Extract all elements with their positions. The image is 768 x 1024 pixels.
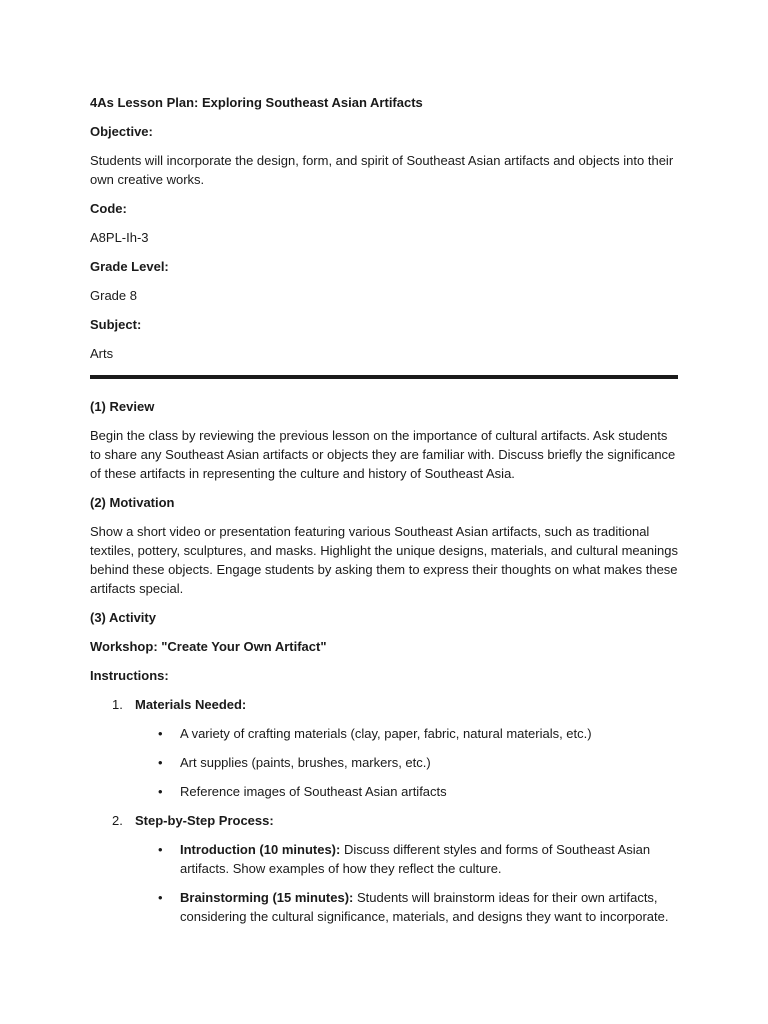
- review-heading: (1) Review: [90, 399, 155, 414]
- step-number: 1.: [112, 697, 123, 712]
- motivation-heading: (2) Motivation: [90, 495, 175, 510]
- bullet-icon: •: [158, 726, 163, 741]
- bullet-icon: •: [158, 784, 163, 799]
- document-page: [90, 93, 680, 936]
- list-item-text: Students will brainstorm ideas for their own artifacts, considering the cultural significance, materials, and designs they want to incorporate.: [180, 890, 669, 924]
- step-label: Materials Needed:: [135, 697, 247, 712]
- list-item-text: Discuss different styles and forms of Southeast Asian artifacts. Show examples of how they reflect the culture.: [180, 842, 651, 876]
- code-label: Code:: [90, 201, 127, 216]
- list-item: [90, 888, 680, 926]
- list-item: [90, 753, 680, 772]
- step-number: 2.: [112, 813, 123, 828]
- list-item-text: Art supplies (paints, brushes, markers, etc.): [180, 755, 431, 770]
- list-item: [90, 782, 680, 801]
- activity-heading: (3) Activity: [90, 610, 156, 625]
- bullet-icon: •: [158, 890, 163, 905]
- subject-label: Subject:: [90, 317, 142, 332]
- code-value: A8PL-Ih-3: [90, 230, 149, 245]
- grade-level-label: Grade Level:: [90, 259, 169, 274]
- list-item: [90, 840, 680, 878]
- list-item: [90, 724, 680, 743]
- list-item-bold: Brainstorming (15 minutes):: [180, 890, 354, 905]
- list-item-text: A variety of crafting materials (clay, paper, fabric, natural materials, etc.): [180, 726, 592, 741]
- objective-label: Objective:: [90, 124, 153, 139]
- workshop-title: Workshop: "Create Your Own Artifact": [90, 639, 327, 654]
- process-list: [90, 840, 680, 926]
- document-title: 4As Lesson Plan: Exploring Southeast Asian Artifacts: [90, 95, 423, 110]
- list-item-text: Reference images of Southeast Asian artifacts: [180, 784, 447, 799]
- materials-list: [90, 724, 680, 801]
- objective-text: Students will incorporate the design, form, and spirit of Southeast Asian artifacts and objects into their own creative works.: [90, 153, 674, 187]
- list-item-bold: Introduction (10 minutes):: [180, 842, 341, 857]
- bullet-icon: •: [158, 755, 163, 770]
- review-text: Begin the class by reviewing the previous lesson on the importance of cultural artifacts. Ask students to share any Southeast Asian artifacts or objects they are familiar with. Discuss briefly the significance of these artifacts in representing the culture and history of Southeast Asia.: [90, 428, 676, 481]
- grade-level-value: Grade 8: [90, 288, 137, 303]
- step-label: Step-by-Step Process:: [135, 813, 274, 828]
- horizontal-divider: [90, 375, 678, 379]
- instructions-label: Instructions:: [90, 668, 169, 683]
- motivation-text: Show a short video or presentation featuring various Southeast Asian artifacts, such as traditional textiles, pottery, sculptures, and masks. Highlight the unique designs, materials, and cultural meanings behind these objects. Engage students by asking them to express their thoughts on what makes these artifacts special.: [90, 524, 678, 596]
- bullet-icon: •: [158, 842, 163, 857]
- step-item: [90, 695, 680, 714]
- step-item: [90, 811, 680, 830]
- subject-value: Arts: [90, 346, 114, 361]
